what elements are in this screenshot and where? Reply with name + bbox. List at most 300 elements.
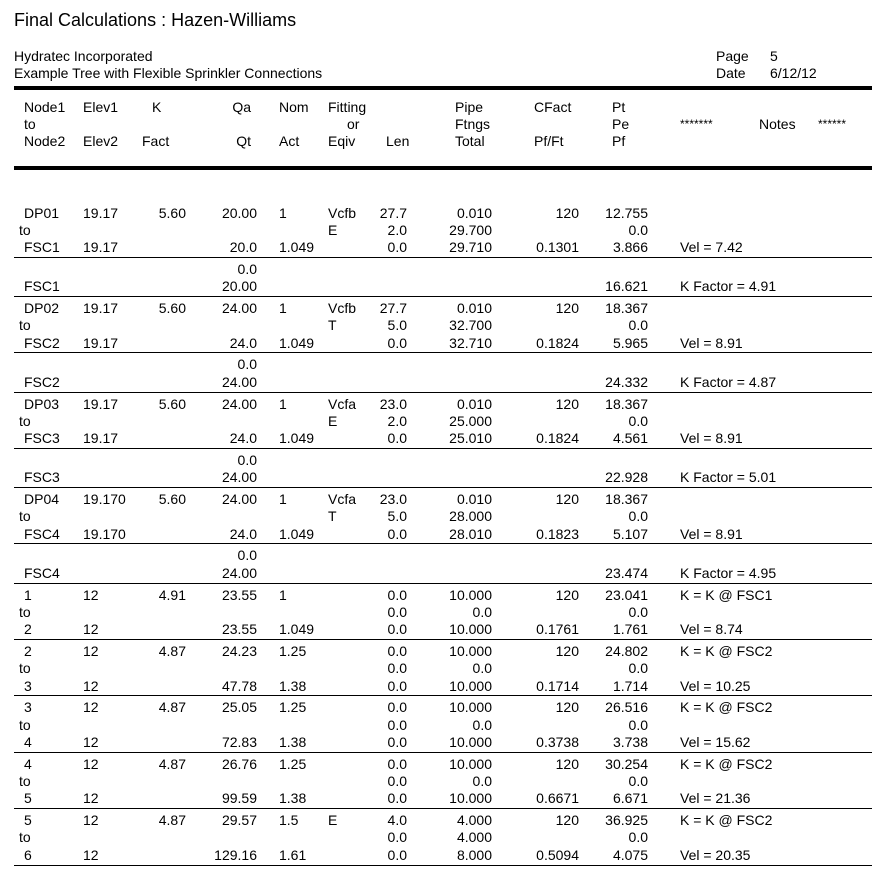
cell-pipe: 0.0 [472,603,492,620]
table-row [0,620,886,638]
cell-nom: 1.38 [279,733,307,750]
cell-pipe: 0.0 [472,773,492,789]
col-header-q: Qa Qt [232,99,251,149]
cell-p: 36.925 [605,812,648,829]
cell-elev: 19.170 [83,491,126,507]
cell-pipe: 10.000 [449,699,492,716]
table-row [0,412,886,430]
cell-p: 0.0 [628,603,648,620]
cell-elev: 19.17 [83,395,119,412]
cell-pipe: 10.000 [449,586,492,603]
col-header-pressure: Pt Pe Pf [612,99,630,149]
cell-q-top: 0.0 [237,547,257,564]
node-summary-top [0,260,886,278]
cell-nom: 1.5 [279,812,299,829]
cell-node: DP01 [24,204,60,221]
cell-k: 5.60 [158,204,186,221]
cell-elev: 12 [83,642,99,659]
cell-node: FSC3 [24,430,60,447]
cell-note: K = K @ FSC2 [680,812,773,829]
cell-elev: 19.17 [83,204,119,221]
cell-p: 16.621 [605,278,648,295]
cell-note: K Factor = 4.87 [680,373,777,390]
cell-p: 23.041 [605,586,648,603]
table-row [0,772,886,790]
cell-len: 0.0 [387,603,407,620]
cell-len: 0.0 [387,334,407,351]
cell-nom: 1.61 [279,846,307,863]
row-separator [14,639,872,640]
cell-pipe: 10.000 [449,677,492,694]
row-separator [14,296,872,297]
cell-node: 5 [24,790,32,807]
cell-note: K = K @ FSC2 [680,755,773,772]
cell-len: 27.7 [379,300,407,316]
cell-note: Vel = 10.25 [680,677,751,694]
cell-p: 12.755 [605,204,648,221]
cell-p: 5.107 [612,525,648,542]
cell-p: 5.965 [612,334,648,351]
cell-nom: 1.25 [279,642,307,659]
cell-nom: 1 [279,586,287,603]
cell-elev: 12 [83,812,99,829]
cell-q: 47.78 [221,677,257,694]
cell-fit: T [328,317,337,334]
cell-q: 99.59 [221,790,257,807]
cell-cfact: 0.1823 [536,525,579,542]
cell-q: 129.16 [214,846,257,863]
date-label: Date [716,65,746,81]
cell-node: to [19,603,31,620]
cell-fit: Vcfb [328,204,357,221]
node-summary-row [0,373,886,391]
cell-node: to [19,221,31,238]
cell-node: 3 [24,677,32,694]
cell-cfact: 0.1761 [536,621,579,638]
table-row [0,755,886,773]
table-row [0,716,886,734]
cell-nom: 1.049 [279,334,315,351]
cell-q: 20.00 [221,278,257,295]
cell-q: 24.00 [221,300,257,316]
cell-note: Vel = 15.62 [680,733,751,750]
cell-pipe: 10.000 [449,733,492,750]
cell-note: K = K @ FSC2 [680,642,773,659]
cell-elev: 12 [83,846,99,863]
cell-fit: E [328,221,338,238]
cell-node: 4 [24,755,32,772]
cell-elev: 12 [83,733,99,750]
cell-note: Vel = 20.35 [680,846,751,863]
node-summary-row [0,564,886,582]
cell-len: 0.0 [387,586,407,603]
page-number: 5 [770,48,778,64]
cell-nom: 1.049 [279,621,315,638]
col-header-fitting: Fitting or Eqiv [328,99,367,149]
cell-elev: 12 [83,755,99,772]
cell-node: 5 [24,812,32,829]
cell-len: 4.0 [387,812,407,829]
cell-pipe: 29.700 [449,221,492,238]
table-row [0,642,886,660]
cell-cfact: 0.1714 [536,677,579,694]
table-row [0,490,886,508]
cell-len: 0.0 [387,239,407,256]
cell-k: 4.87 [158,755,186,772]
table-row [0,828,886,846]
cell-node: to [19,716,31,733]
cell-pipe: 32.710 [449,334,492,351]
cell-pipe: 10.000 [449,642,492,659]
cell-node: FSC4 [24,564,60,581]
cell-elev: 12 [83,621,99,638]
cell-pipe: 0.0 [472,716,492,733]
cell-p: 24.802 [605,642,648,659]
cell-nom: 1 [279,395,287,412]
cell-k: 5.60 [158,491,186,507]
cell-len: 0.0 [387,829,407,846]
cell-q: 23.55 [221,586,257,603]
cell-p: 23.474 [605,564,648,581]
cell-pipe: 32.700 [449,317,492,334]
cell-node: DP03 [24,395,60,412]
cell-node: to [19,773,31,789]
cell-p: 6.671 [612,790,648,807]
col-header-stars-right: ****** [818,117,847,131]
cell-p: 3.866 [612,239,648,256]
cell-q: 24.00 [221,491,257,507]
cell-len: 0.0 [387,773,407,789]
report-title: Final Calculations : Hazen-Williams [14,10,297,30]
cell-note: K = K @ FSC1 [680,586,773,603]
cell-cfact: 120 [555,300,579,316]
cell-fit: Vcfa [328,491,357,507]
cell-pipe: 10.000 [449,790,492,807]
cell-node: FSC2 [24,373,60,390]
table-row [0,221,886,239]
row-separator [14,257,872,258]
cell-node: FSC1 [24,239,60,256]
project-name: Example Tree with Flexible Sprinkler Connections [14,65,323,81]
cell-len: 0.0 [387,660,407,677]
cell-q: 24.00 [221,373,257,390]
row-separator [14,865,872,866]
row-separator [14,752,872,753]
cell-k: 4.87 [158,812,186,829]
row-separator [14,695,872,696]
row-separator [14,808,872,809]
cell-k: 4.91 [158,586,186,603]
cell-cfact: 0.1824 [536,334,579,351]
table-row [0,204,886,222]
cell-pipe: 10.000 [449,621,492,638]
cell-p: 3.738 [612,733,648,750]
cell-k: 5.60 [158,300,186,316]
cell-cfact: 120 [555,586,579,603]
cell-nom: 1.049 [279,239,315,256]
cell-note: Vel = 8.74 [680,621,743,638]
table-row [0,677,886,695]
cell-q: 20.00 [221,204,257,221]
cell-note: K Factor = 4.95 [680,564,777,581]
cell-pipe: 4.000 [456,812,492,829]
cell-nom: 1.049 [279,430,315,447]
cell-nom: 1.38 [279,677,307,694]
cell-p: 0.0 [628,412,648,429]
cell-len: 27.7 [379,204,407,221]
cell-pipe: 25.000 [449,412,492,429]
cell-node: 6 [24,846,32,863]
row-separator [14,543,872,544]
node-summary-top [0,451,886,469]
cell-len: 0.0 [387,790,407,807]
cell-cfact: 0.1824 [536,430,579,447]
table-row [0,659,886,677]
table-row [0,238,886,256]
cell-elev: 19.170 [83,525,126,542]
cell-q: 24.0 [229,334,257,351]
cell-fit: T [328,508,337,525]
report-date: 6/12/12 [770,65,817,81]
cell-node: to [19,660,31,677]
col-header-cfact: CFact Pf/Ft [534,99,572,149]
row-separator [14,352,872,353]
cell-p: 0.0 [628,829,648,846]
cell-pipe: 0.0 [472,660,492,677]
cell-note: Vel = 8.91 [680,334,743,351]
cell-p: 1.714 [612,677,648,694]
table-row [0,846,886,864]
cell-pipe: 4.000 [456,829,492,846]
cell-fit: Vcfa [328,395,357,412]
cell-pipe: 28.010 [449,525,492,542]
table-row [0,603,886,621]
cell-len: 0.0 [387,733,407,750]
table-row [0,525,886,543]
node-summary-row [0,277,886,295]
cell-cfact: 120 [555,491,579,507]
cell-node: to [19,317,31,334]
cell-q: 20.0 [229,239,257,256]
cell-node: 4 [24,733,32,750]
cell-elev: 12 [83,699,99,716]
cell-len: 0.0 [387,642,407,659]
table-row [0,586,886,604]
col-header-k: K Fact [142,99,170,149]
cell-node: DP02 [24,300,60,316]
cell-pipe: 0.010 [456,300,492,316]
cell-p: 1.761 [612,621,648,638]
cell-p: 18.367 [605,300,648,316]
row-separator [14,392,872,393]
cell-q: 26.76 [221,755,257,772]
col-header-len: Len [386,133,410,149]
cell-q-top: 0.0 [237,356,257,373]
cell-node: to [19,829,31,846]
cell-nom: 1.049 [279,525,315,542]
cell-pipe: 28.000 [449,508,492,525]
table-row [0,507,886,525]
cell-k: 5.60 [158,395,186,412]
cell-pipe: 0.010 [456,204,492,221]
cell-cfact: 120 [555,395,579,412]
cell-node: 1 [24,586,32,603]
cell-len: 0.0 [387,716,407,733]
cell-len: 0.0 [387,430,407,447]
cell-node: FSC1 [24,278,60,295]
cell-q: 24.23 [221,642,257,659]
cell-elev: 19.17 [83,239,119,256]
cell-q: 24.00 [221,395,257,412]
cell-len: 0.0 [387,677,407,694]
node-summary-top [0,355,886,373]
cell-elev: 12 [83,586,99,603]
cell-len: 0.0 [387,846,407,863]
cell-cfact: 120 [555,755,579,772]
cell-k: 4.87 [158,642,186,659]
header-bottom-rule [14,166,872,170]
cell-len: 23.0 [379,491,407,507]
cell-cfact: 0.1301 [536,239,579,256]
company-name: Hydratec Incorporated [14,48,153,64]
cell-note: Vel = 7.42 [680,239,743,256]
col-header-stars-left: ******* [680,117,713,131]
header-top-rule [14,86,872,90]
table-row [0,733,886,751]
cell-q: 25.05 [221,699,257,716]
table-row [0,698,886,716]
cell-pipe: 25.010 [449,430,492,447]
cell-q: 24.00 [221,564,257,581]
cell-cfact: 0.3738 [536,733,579,750]
cell-p: 0.0 [628,716,648,733]
cell-node: DP04 [24,491,60,507]
cell-p: 24.332 [605,373,648,390]
cell-cfact: 120 [555,642,579,659]
col-header-elev: Elev1 Elev2 [83,99,119,149]
cell-p: 0.0 [628,660,648,677]
cell-cfact: 120 [555,204,579,221]
cell-note: Vel = 8.91 [680,430,743,447]
table-row [0,811,886,829]
cell-cfact: 120 [555,812,579,829]
cell-fit: E [328,412,338,429]
cell-nom: 1 [279,204,287,221]
cell-cfact: 0.6671 [536,790,579,807]
col-header-notes: Notes [759,116,796,132]
cell-elev: 19.17 [83,430,119,447]
cell-len: 0.0 [387,621,407,638]
row-separator [14,487,872,488]
cell-p: 18.367 [605,491,648,507]
cell-len: 5.0 [387,317,407,334]
cell-len: 0.0 [387,755,407,772]
cell-pipe: 29.710 [449,239,492,256]
cell-len: 2.0 [387,221,407,238]
cell-node: FSC3 [24,469,60,486]
cell-nom: 1 [279,491,287,507]
cell-len: 2.0 [387,412,407,429]
cell-cfact: 120 [555,699,579,716]
cell-nom: 1.38 [279,790,307,807]
cell-node: to [19,508,31,525]
table-row [0,395,886,413]
cell-q: 23.55 [221,621,257,638]
cell-note: Vel = 8.91 [680,525,743,542]
cell-q: 72.83 [221,733,257,750]
cell-p: 0.0 [628,317,648,334]
cell-p: 0.0 [628,773,648,789]
cell-p: 4.075 [612,846,648,863]
cell-len: 0.0 [387,699,407,716]
cell-pipe: 0.010 [456,491,492,507]
cell-elev: 12 [83,790,99,807]
table-row [0,429,886,447]
cell-len: 0.0 [387,525,407,542]
cell-fit: E [328,812,338,829]
cell-pipe: 8.000 [456,846,492,863]
col-header-node: Node1 to Node2 [24,99,66,149]
col-header-nom: Nom Act [279,99,309,149]
cell-p: 0.0 [628,508,648,525]
cell-note: K Factor = 4.91 [680,278,777,295]
cell-node: 2 [24,642,32,659]
cell-note: K Factor = 5.01 [680,469,777,486]
cell-node: FSC2 [24,334,60,351]
row-separator [14,448,872,449]
cell-nom: 1 [279,300,287,316]
row-separator [14,583,872,584]
node-summary-row [0,468,886,486]
cell-q: 24.0 [229,430,257,447]
cell-p: 30.254 [605,755,648,772]
cell-len: 5.0 [387,508,407,525]
cell-p: 4.561 [612,430,648,447]
cell-q: 24.00 [221,469,257,486]
cell-elev: 19.17 [83,334,119,351]
cell-node: 3 [24,699,32,716]
cell-cfact: 0.5094 [536,846,579,863]
cell-p: 0.0 [628,221,648,238]
cell-note: K = K @ FSC2 [680,699,773,716]
cell-pipe: 10.000 [449,755,492,772]
cell-p: 26.516 [605,699,648,716]
cell-nom: 1.25 [279,699,307,716]
cell-q: 24.0 [229,525,257,542]
cell-k: 4.87 [158,699,186,716]
node-summary-top [0,546,886,564]
cell-node: FSC4 [24,525,60,542]
cell-elev: 19.17 [83,300,119,316]
cell-q: 29.57 [221,812,257,829]
cell-node: 2 [24,621,32,638]
table-row [0,789,886,807]
cell-p: 22.928 [605,469,648,486]
cell-p: 18.367 [605,395,648,412]
table-row [0,316,886,334]
cell-q-top: 0.0 [237,451,257,468]
cell-pipe: 0.010 [456,395,492,412]
table-row [0,334,886,352]
cell-len: 23.0 [379,395,407,412]
table-row [0,299,886,317]
cell-note: Vel = 21.36 [680,790,751,807]
page-label: Page [716,48,749,64]
cell-node: to [19,412,31,429]
cell-fit: Vcfb [328,300,357,316]
col-header-pipe: Pipe Ftngs Total [455,99,491,149]
cell-elev: 12 [83,677,99,694]
